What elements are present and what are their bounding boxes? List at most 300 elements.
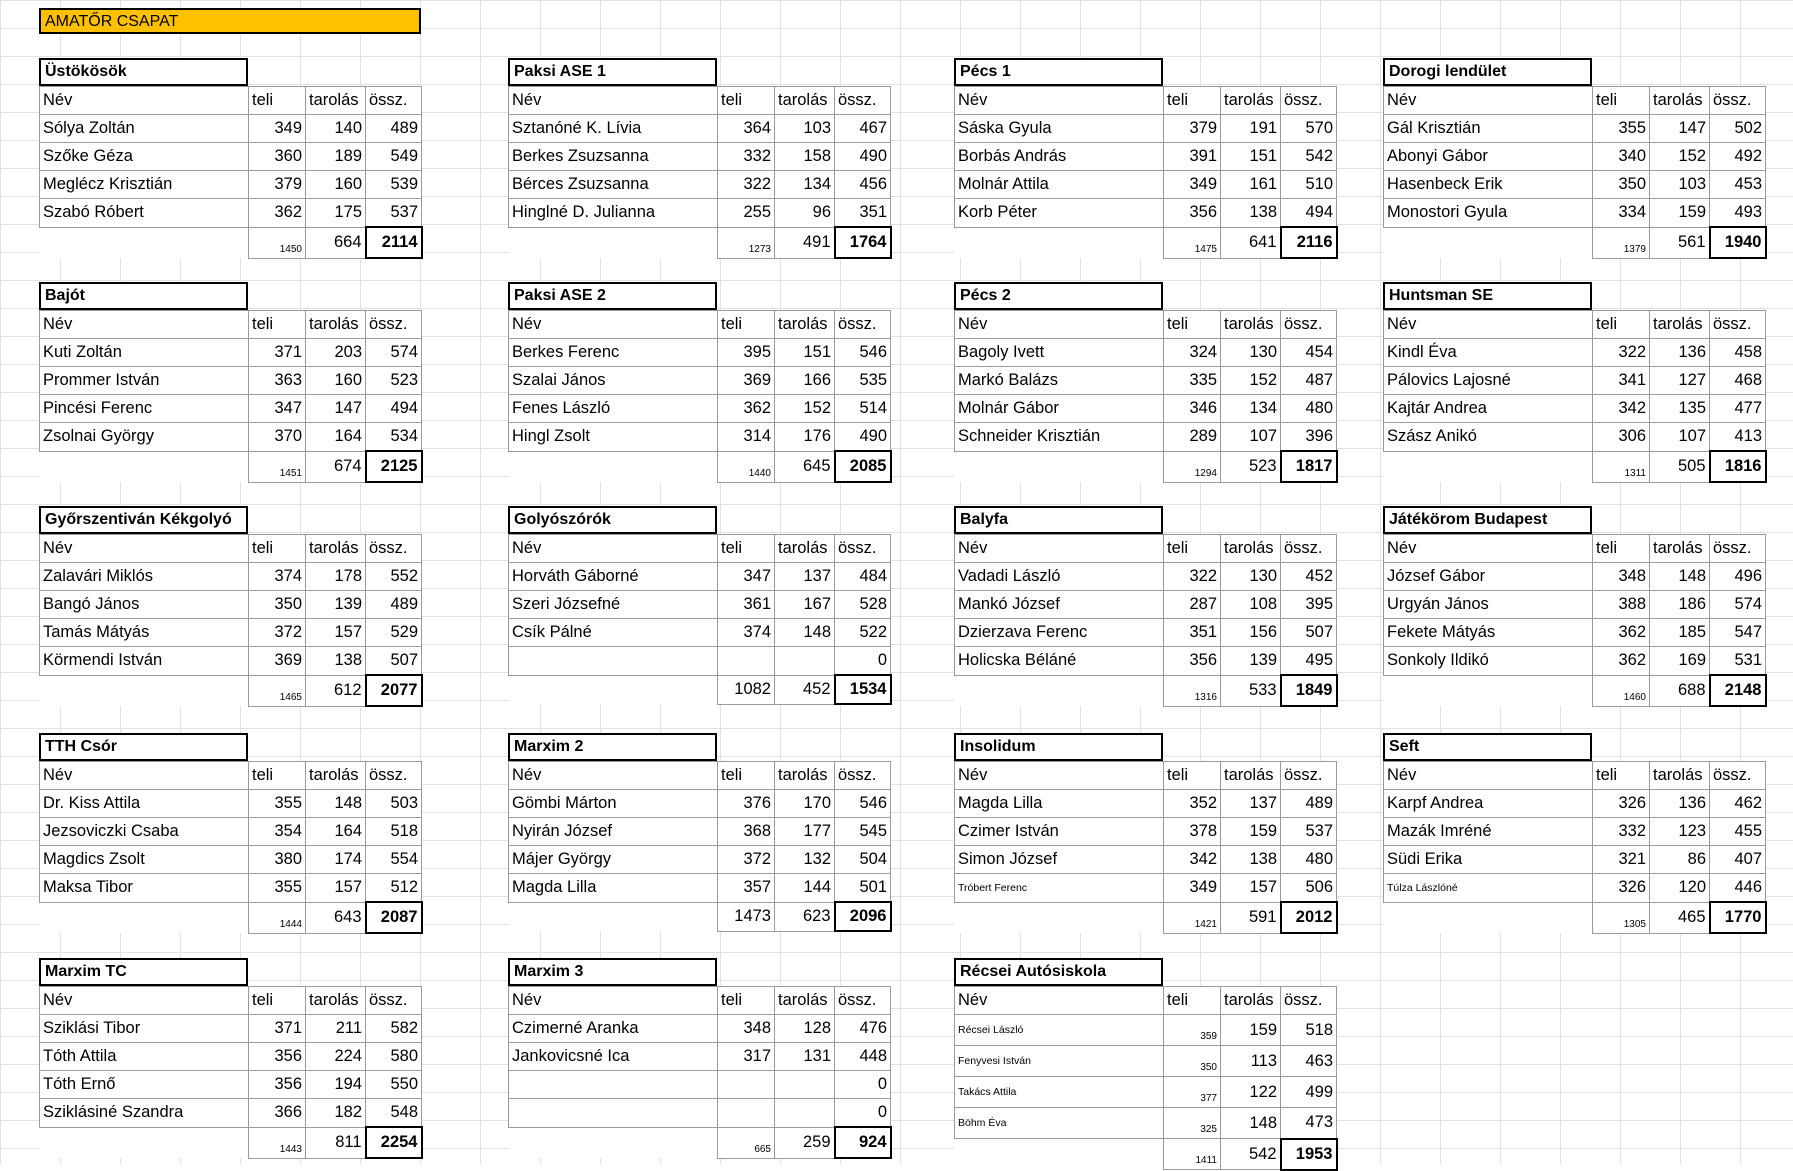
player-teli: 371: [249, 339, 306, 367]
sum-tarolas: 674: [306, 451, 366, 482]
sum-row: [509, 227, 891, 258]
sum-teli: 1451: [249, 451, 306, 482]
player-tarolas: 159: [1221, 818, 1281, 846]
player-tarolas: 159: [1221, 1015, 1281, 1046]
team-block: [508, 733, 890, 932]
sum-blank: [955, 1139, 1164, 1170]
player-teli: 317: [718, 1043, 775, 1071]
player-teli: 326: [1593, 874, 1650, 903]
player-row: [40, 395, 422, 423]
player-name: Berkes Ferenc: [509, 339, 718, 367]
player-name: Fenes László: [509, 395, 718, 423]
team-table: [508, 761, 892, 932]
player-row: [40, 171, 422, 199]
player-tarolas: 122: [1221, 1077, 1281, 1108]
player-row: [955, 846, 1337, 874]
player-row: [40, 1043, 422, 1071]
player-ossz: 480: [1281, 846, 1337, 874]
sum-row: [40, 675, 422, 706]
player-tarolas: 224: [306, 1043, 366, 1071]
player-ossz: 550: [366, 1071, 422, 1099]
header-teli: teli: [1593, 311, 1650, 339]
header-row: [40, 87, 422, 115]
player-ossz: 537: [1281, 818, 1337, 846]
header-row: [509, 762, 891, 790]
player-teli: 334: [1593, 199, 1650, 228]
sum-blank: [40, 227, 249, 258]
player-teli: 350: [249, 591, 306, 619]
sum-tarolas: 505: [1650, 451, 1710, 482]
player-name: Markó Balázs: [955, 367, 1164, 395]
player-teli: 332: [1593, 818, 1650, 846]
player-tarolas: 211: [306, 1015, 366, 1043]
player-tarolas: 152: [1221, 367, 1281, 395]
player-ossz: 574: [1710, 591, 1766, 619]
player-ossz: 396: [1281, 423, 1337, 452]
player-name: Gömbi Márton: [509, 790, 718, 818]
player-name: Jankovicsné Ica: [509, 1043, 718, 1071]
header-name: Név: [509, 311, 718, 339]
sum-tarolas: 491: [775, 227, 835, 258]
player-name: Borbás András: [955, 143, 1164, 171]
player-row: [955, 1046, 1337, 1077]
player-ossz: 489: [366, 591, 422, 619]
player-name: Szőke Géza: [40, 143, 249, 171]
sum-teli: 665: [718, 1127, 775, 1158]
player-ossz: 463: [1281, 1046, 1337, 1077]
player-name: Holicska Béláné: [955, 647, 1164, 676]
sum-teli: 1411: [1164, 1139, 1221, 1170]
player-teli: 326: [1593, 790, 1650, 818]
player-name: Pálovics Lajosné: [1384, 367, 1593, 395]
player-teli: 346: [1164, 395, 1221, 423]
player-ossz: 490: [835, 143, 891, 171]
player-tarolas: 148: [775, 619, 835, 647]
team-table: [1383, 310, 1767, 483]
sum-blank: [1384, 675, 1593, 706]
header-ossz: össz.: [1710, 311, 1766, 339]
header-tarolas: tarolás: [306, 87, 366, 115]
player-row: [509, 1099, 891, 1128]
player-ossz: 518: [366, 818, 422, 846]
player-teli: 377: [1164, 1077, 1221, 1108]
player-tarolas: 128: [775, 1015, 835, 1043]
sum-blank: [1384, 451, 1593, 482]
sum-teli: 1473: [718, 902, 775, 931]
header-teli: teli: [718, 311, 775, 339]
player-ossz: 489: [1281, 790, 1337, 818]
player-name: Fenyvesi István: [955, 1046, 1164, 1077]
sum-tarolas: 452: [775, 675, 835, 704]
header-teli: teli: [249, 535, 306, 563]
sum-blank: [509, 227, 718, 258]
sum-row: [1384, 675, 1766, 706]
player-teli: 372: [249, 619, 306, 647]
team-total: 1764: [835, 227, 891, 258]
team-total: 924: [835, 1127, 891, 1158]
player-teli: 356: [249, 1071, 306, 1099]
header-ossz: össz.: [1710, 535, 1766, 563]
player-tarolas: 137: [775, 563, 835, 591]
player-ossz: 476: [835, 1015, 891, 1043]
sum-row: [955, 451, 1337, 482]
sum-teli: 1450: [249, 227, 306, 258]
player-name: Bagoly Ivett: [955, 339, 1164, 367]
player-name: Vadadi László: [955, 563, 1164, 591]
player-row: [955, 591, 1337, 619]
player-row: [1384, 423, 1766, 452]
header-tarolas: tarolás: [306, 311, 366, 339]
sum-teli: 1475: [1164, 227, 1221, 258]
player-tarolas: 186: [1650, 591, 1710, 619]
player-teli: 332: [718, 143, 775, 171]
player-ossz: 484: [835, 563, 891, 591]
player-teli: 369: [249, 647, 306, 676]
sum-teli: 1379: [1593, 227, 1650, 258]
player-ossz: 0: [835, 1071, 891, 1099]
player-tarolas: 178: [306, 563, 366, 591]
team-total: 2012: [1281, 902, 1337, 933]
player-row: [955, 619, 1337, 647]
player-ossz: 351: [835, 199, 891, 228]
player-row: [40, 619, 422, 647]
player-ossz: 507: [1281, 619, 1337, 647]
header-teli: teli: [249, 762, 306, 790]
team-name: Balyfa: [954, 506, 1163, 534]
player-row: [1384, 199, 1766, 228]
team-name: Huntsman SE: [1383, 282, 1592, 310]
header-teli: teli: [1164, 535, 1221, 563]
player-row: [509, 1043, 891, 1071]
player-tarolas: 107: [1221, 423, 1281, 452]
player-tarolas: 151: [1221, 143, 1281, 171]
player-row: [509, 846, 891, 874]
player-teli: 306: [1593, 423, 1650, 452]
header-name: Név: [955, 762, 1164, 790]
player-tarolas: 148: [1221, 1108, 1281, 1139]
header-ossz: össz.: [1710, 762, 1766, 790]
header-tarolas: tarolás: [1650, 535, 1710, 563]
header-teli: teli: [1164, 987, 1221, 1015]
sum-row: [509, 902, 891, 931]
player-name: Czimer István: [955, 818, 1164, 846]
sum-row: [40, 451, 422, 482]
player-tarolas: 103: [1650, 171, 1710, 199]
player-tarolas: 189: [306, 143, 366, 171]
header-ossz: össz.: [835, 987, 891, 1015]
player-tarolas: 164: [306, 818, 366, 846]
player-ossz: 0: [835, 647, 891, 676]
header-teli: teli: [1593, 87, 1650, 115]
sum-row: [955, 902, 1337, 933]
player-teli: 378: [1164, 818, 1221, 846]
player-teli: 388: [1593, 591, 1650, 619]
player-teli: 355: [249, 790, 306, 818]
player-ossz: 580: [366, 1043, 422, 1071]
player-row: [40, 143, 422, 171]
team-total: 2114: [366, 227, 422, 258]
player-tarolas: 123: [1650, 818, 1710, 846]
player-teli: 374: [249, 563, 306, 591]
sum-blank: [40, 1127, 249, 1158]
team-table: [508, 534, 892, 705]
sum-blank: [40, 451, 249, 482]
player-name: Szabó Róbert: [40, 199, 249, 228]
player-teli: 356: [1164, 647, 1221, 676]
player-ossz: 467: [835, 115, 891, 143]
header-row: [1384, 87, 1766, 115]
sum-teli: 1421: [1164, 902, 1221, 933]
team-name: Bajót: [39, 282, 248, 310]
player-row: [955, 874, 1337, 903]
header-name: Név: [1384, 87, 1593, 115]
player-row: [1384, 647, 1766, 676]
player-tarolas: 139: [1221, 647, 1281, 676]
player-ossz: 504: [835, 846, 891, 874]
player-name: Pincési Ferenc: [40, 395, 249, 423]
team-name: Pécs 2: [954, 282, 1163, 310]
player-teli: 350: [1164, 1046, 1221, 1077]
player-row: [955, 115, 1337, 143]
header-ossz: össz.: [835, 87, 891, 115]
player-ossz: 496: [1710, 563, 1766, 591]
header-name: Név: [509, 87, 718, 115]
player-row: [1384, 619, 1766, 647]
player-ossz: 529: [366, 619, 422, 647]
player-name: Dr. Kiss Attila: [40, 790, 249, 818]
player-ossz: 501: [835, 874, 891, 903]
player-tarolas: 151: [775, 339, 835, 367]
header-row: [955, 87, 1337, 115]
player-name: Takács Attila: [955, 1077, 1164, 1108]
player-name: Májer György: [509, 846, 718, 874]
player-name: Kindl Éva: [1384, 339, 1593, 367]
player-teli: 363: [249, 367, 306, 395]
player-teli: 376: [718, 790, 775, 818]
team-table: [508, 986, 892, 1159]
team-name: TTH Csór: [39, 733, 248, 761]
player-tarolas: 135: [1650, 395, 1710, 423]
player-row: [955, 199, 1337, 228]
player-tarolas: [775, 1071, 835, 1099]
header-teli: teli: [718, 535, 775, 563]
sum-row: [40, 227, 422, 258]
player-teli: 366: [249, 1099, 306, 1128]
header-name: Név: [40, 87, 249, 115]
header-ossz: össz.: [1281, 311, 1337, 339]
player-ossz: 455: [1710, 818, 1766, 846]
player-ossz: 458: [1710, 339, 1766, 367]
sum-tarolas: 533: [1221, 675, 1281, 706]
player-teli: 322: [718, 171, 775, 199]
player-teli: [718, 647, 775, 676]
player-row: [40, 1099, 422, 1128]
header-ossz: össz.: [1281, 762, 1337, 790]
player-teli: 370: [249, 423, 306, 452]
team-block: [1383, 506, 1765, 707]
header-row: [40, 535, 422, 563]
player-name: Sztanóné K. Lívia: [509, 115, 718, 143]
player-row: [40, 790, 422, 818]
player-teli: 362: [1593, 619, 1650, 647]
header-row: [40, 987, 422, 1015]
player-ossz: 542: [1281, 143, 1337, 171]
header-name: Név: [1384, 311, 1593, 339]
header-row: [955, 535, 1337, 563]
player-teli: 352: [1164, 790, 1221, 818]
team-total: 2087: [366, 902, 422, 933]
sum-blank: [509, 902, 718, 931]
player-tarolas: 134: [1221, 395, 1281, 423]
team-table: [39, 986, 423, 1159]
player-name: Kuti Zoltán: [40, 339, 249, 367]
player-teli: 371: [249, 1015, 306, 1043]
player-ossz: 493: [1710, 199, 1766, 228]
player-row: [955, 563, 1337, 591]
player-ossz: 549: [366, 143, 422, 171]
player-teli: 349: [1164, 874, 1221, 903]
header-row: [509, 87, 891, 115]
player-name: Urgyán János: [1384, 591, 1593, 619]
team-table: [1383, 86, 1767, 259]
player-ossz: 495: [1281, 647, 1337, 676]
player-ossz: 539: [366, 171, 422, 199]
player-name: Südi Erika: [1384, 846, 1593, 874]
player-name: Abonyi Gábor: [1384, 143, 1593, 171]
player-tarolas: 132: [775, 846, 835, 874]
team-total: 1953: [1281, 1139, 1337, 1170]
player-name: Szász Anikó: [1384, 423, 1593, 452]
player-ossz: 535: [835, 367, 891, 395]
header-row: [955, 762, 1337, 790]
sum-teli: 1316: [1164, 675, 1221, 706]
player-tarolas: 138: [306, 647, 366, 676]
player-tarolas: 170: [775, 790, 835, 818]
sum-tarolas: 811: [306, 1127, 366, 1158]
team-name: Récsei Autósiskola: [954, 958, 1163, 986]
player-row: [955, 1015, 1337, 1046]
team-block: [954, 733, 1336, 934]
player-row: [955, 367, 1337, 395]
sum-teli: 1082: [718, 675, 775, 704]
player-name: Horváth Gáborné: [509, 563, 718, 591]
header-teli: teli: [1593, 762, 1650, 790]
team-block: [954, 958, 1336, 1171]
player-teli: 357: [718, 874, 775, 903]
player-tarolas: 157: [1221, 874, 1281, 903]
player-ossz: 448: [835, 1043, 891, 1071]
header-name: Név: [509, 987, 718, 1015]
player-tarolas: 134: [775, 171, 835, 199]
player-teli: 369: [718, 367, 775, 395]
player-row: [509, 591, 891, 619]
player-tarolas: 120: [1650, 874, 1710, 903]
sum-row: [955, 1139, 1337, 1170]
player-row: [955, 339, 1337, 367]
header-teli: teli: [718, 762, 775, 790]
player-ossz: 487: [1281, 367, 1337, 395]
player-tarolas: 160: [306, 367, 366, 395]
player-ossz: 546: [835, 339, 891, 367]
player-tarolas: 130: [1221, 563, 1281, 591]
header-ossz: össz.: [1710, 87, 1766, 115]
player-row: [1384, 339, 1766, 367]
player-ossz: 499: [1281, 1077, 1337, 1108]
team-total: 2096: [835, 902, 891, 931]
header-teli: teli: [1593, 535, 1650, 563]
team-name: Dorogi lendület: [1383, 58, 1592, 86]
player-tarolas: 148: [1650, 563, 1710, 591]
player-name: Meglécz Krisztián: [40, 171, 249, 199]
player-name: Prommer István: [40, 367, 249, 395]
header-teli: teli: [249, 311, 306, 339]
player-ossz: 554: [366, 846, 422, 874]
player-name: Berkes Zsuzsanna: [509, 143, 718, 171]
player-row: [40, 647, 422, 676]
player-teli: 342: [1593, 395, 1650, 423]
sum-blank: [40, 902, 249, 933]
player-tarolas: 108: [1221, 591, 1281, 619]
player-row: [1384, 367, 1766, 395]
player-name: Sziklási Tibor: [40, 1015, 249, 1043]
player-tarolas: 159: [1650, 199, 1710, 228]
team-total: 2148: [1710, 675, 1766, 706]
player-tarolas: 177: [775, 818, 835, 846]
player-name: Kajtár Andrea: [1384, 395, 1593, 423]
player-name: [509, 1099, 718, 1128]
player-tarolas: 103: [775, 115, 835, 143]
sum-row: [1384, 902, 1766, 933]
player-row: [40, 818, 422, 846]
player-row: [955, 818, 1337, 846]
player-name: Csík Pálné: [509, 619, 718, 647]
team-block: [39, 733, 421, 934]
player-row: [40, 846, 422, 874]
player-row: [955, 395, 1337, 423]
sum-row: [509, 675, 891, 704]
player-teli: 356: [249, 1043, 306, 1071]
player-ossz: 503: [366, 790, 422, 818]
player-name: Karpf Andrea: [1384, 790, 1593, 818]
header-row: [40, 762, 422, 790]
player-row: [509, 790, 891, 818]
player-teli: 362: [1593, 647, 1650, 676]
player-ossz: 531: [1710, 647, 1766, 676]
sum-tarolas: 688: [1650, 675, 1710, 706]
team-table: [954, 86, 1338, 259]
team-name: Marxim TC: [39, 958, 248, 986]
player-name: Molnár Gábor: [955, 395, 1164, 423]
header-teli: teli: [249, 987, 306, 1015]
player-row: [509, 647, 891, 676]
player-ossz: 548: [366, 1099, 422, 1128]
player-row: [1384, 143, 1766, 171]
player-tarolas: 139: [306, 591, 366, 619]
header-tarolas: tarolás: [1221, 87, 1281, 115]
header-tarolas: tarolás: [1221, 535, 1281, 563]
header-row: [955, 311, 1337, 339]
player-teli: 361: [718, 591, 775, 619]
header-teli: teli: [249, 87, 306, 115]
team-total: 1816: [1710, 451, 1766, 482]
team-block: [39, 958, 421, 1159]
player-ossz: 489: [366, 115, 422, 143]
header-row: [509, 311, 891, 339]
player-name: Böhm Éva: [955, 1108, 1164, 1139]
team-block: [39, 58, 421, 259]
team-name: Paksi ASE 2: [508, 282, 717, 310]
player-ossz: 446: [1710, 874, 1766, 903]
